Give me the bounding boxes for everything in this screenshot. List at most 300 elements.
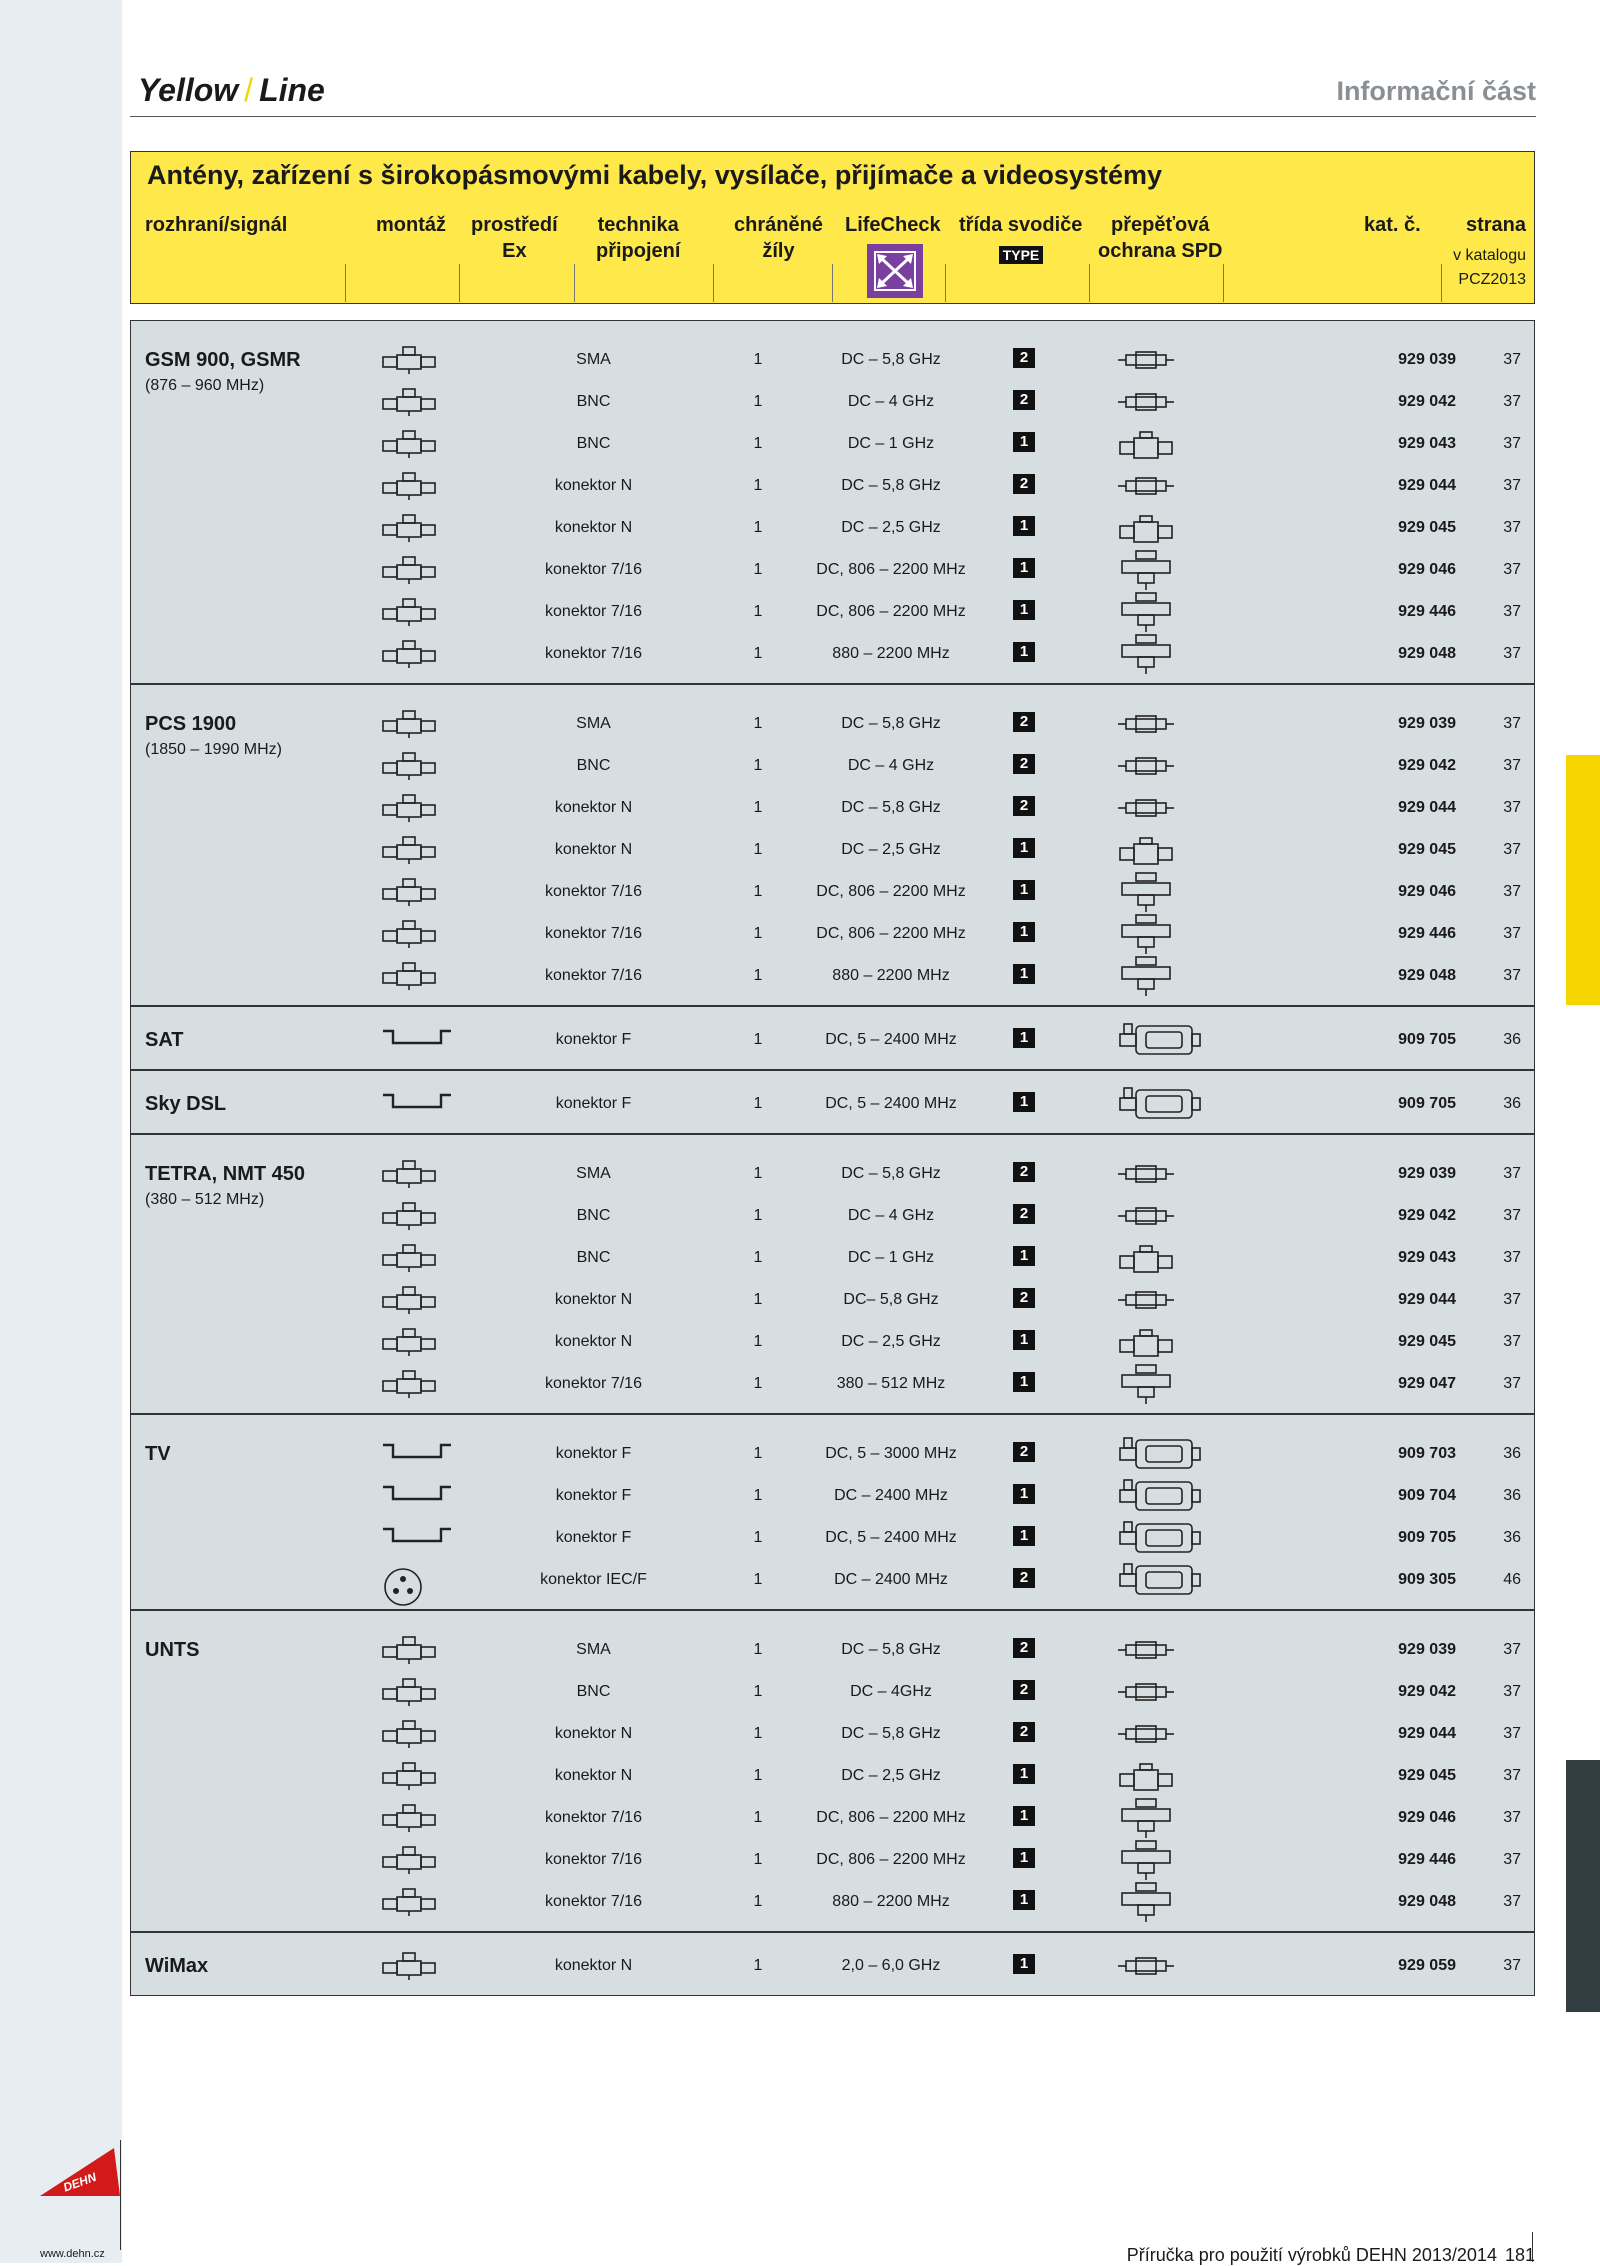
protected-wires: 1 (753, 1641, 763, 1658)
arrester-class-badge: 2 (1013, 390, 1035, 410)
catalog-page: 37 (1503, 883, 1521, 900)
mount-plug-icon (381, 703, 441, 745)
mount-plug-icon (381, 591, 441, 633)
mount-plug-icon (381, 913, 441, 955)
catalog-number: 929 044 (1398, 477, 1456, 494)
connector-type: konektor N (554, 1725, 633, 1742)
table-row (131, 703, 1534, 745)
catalog-number: 929 048 (1398, 967, 1456, 984)
mount-socket-icon (381, 1559, 441, 1601)
product-group (130, 1932, 1535, 1996)
table-row (131, 1153, 1534, 1195)
spd-medium-icon (1116, 829, 1196, 871)
col-tech: technika připojení (596, 214, 681, 262)
group-name: PCS 1900 (145, 713, 237, 735)
catalog-page: 37 (1503, 393, 1521, 410)
arrester-class-badge: 2 (1013, 1638, 1035, 1658)
type-badge: TYPE (999, 246, 1043, 264)
catalog-number: 929 047 (1398, 1375, 1456, 1392)
mount-plug-icon (381, 871, 441, 913)
side-tab-dark (1566, 1760, 1600, 2012)
connector-type: BNC (576, 393, 611, 410)
logo-url: www.dehn.cz (40, 2248, 105, 2260)
mount-rail-icon (381, 1475, 441, 1517)
table-row (131, 381, 1534, 423)
catalog-page: 37 (1503, 645, 1521, 662)
table-row (131, 1019, 1534, 1061)
table-row (131, 1363, 1534, 1405)
protected-wires: 1 (753, 1571, 763, 1588)
col-ex: prostředí Ex (471, 214, 558, 262)
connector-type: konektor N (554, 1957, 633, 1974)
catalog-page: 37 (1503, 1893, 1521, 1910)
connector-type: konektor 7/16 (545, 1893, 642, 1910)
arrester-class-badge: 1 (1013, 880, 1035, 900)
arrester-class-badge: 1 (1013, 922, 1035, 942)
catalog-page: 36 (1503, 1529, 1521, 1546)
protected-wires: 1 (753, 925, 763, 942)
frequency-range: DC, 806 – 2200 MHz (816, 925, 966, 942)
connector-type: BNC (576, 435, 611, 452)
connector-type: konektor F (555, 1529, 632, 1546)
catalog-number: 929 045 (1398, 1767, 1456, 1784)
protected-wires: 1 (753, 715, 763, 732)
connector-type: konektor 7/16 (545, 1375, 642, 1392)
product-group (130, 1414, 1535, 1610)
connector-type: konektor N (554, 799, 633, 816)
protected-wires: 1 (753, 1207, 763, 1224)
table-row (131, 507, 1534, 549)
catalog-page: 37 (1503, 1957, 1521, 1974)
frequency-range: 880 – 2200 MHz (832, 967, 950, 984)
catalog-page: 36 (1503, 1487, 1521, 1504)
table-row (131, 955, 1534, 997)
dehn-logo (40, 2140, 120, 2196)
protected-wires: 1 (753, 1445, 763, 1462)
protected-wires: 1 (753, 1683, 763, 1700)
catalog-number: 929 446 (1398, 1851, 1456, 1868)
catalog-page: 37 (1503, 477, 1521, 494)
arrester-class-badge: 1 (1013, 1330, 1035, 1350)
catalog-page: 37 (1503, 841, 1521, 858)
spd-tee-icon (1116, 1881, 1196, 1923)
table-row (131, 871, 1534, 913)
catalog-page: 37 (1503, 1333, 1521, 1350)
page-number: 181 (1504, 2245, 1535, 2265)
frequency-range: DC, 806 – 2200 MHz (816, 1809, 966, 1826)
catalog-number: 909 705 (1398, 1095, 1456, 1112)
col-kat: kat. č. (1364, 214, 1421, 236)
table-header (130, 151, 1535, 304)
catalog-page: 37 (1503, 1641, 1521, 1658)
connector-type: konektor 7/16 (545, 1851, 642, 1868)
connector-type: konektor F (555, 1031, 632, 1048)
col-page-sub: v katalogu PCZ2013 (1453, 247, 1526, 288)
arrester-class-badge: 1 (1013, 558, 1035, 578)
spd-medium-icon (1116, 1321, 1196, 1363)
catalog-number: 909 703 (1398, 1445, 1456, 1462)
catalog-number: 929 446 (1398, 925, 1456, 942)
arrester-class-badge: 1 (1013, 642, 1035, 662)
mount-plug-icon (381, 787, 441, 829)
connector-type: konektor 7/16 (545, 925, 642, 942)
footer-vertical-line (120, 2140, 121, 2250)
arrester-class-badge: 1 (1013, 1028, 1035, 1048)
arrester-class-badge: 1 (1013, 1526, 1035, 1546)
frequency-range: DC – 5,8 GHz (841, 1641, 941, 1658)
brand-part2: Line (259, 72, 325, 108)
protected-wires: 1 (753, 1725, 763, 1742)
catalog-page: 37 (1503, 561, 1521, 578)
frequency-range: DC– 5,8 GHz (843, 1291, 939, 1308)
protected-wires: 1 (753, 799, 763, 816)
catalog-page: 37 (1503, 1851, 1521, 1868)
connector-type: SMA (576, 351, 611, 368)
frequency-range: DC – 2,5 GHz (841, 519, 941, 536)
frequency-range: DC, 5 – 2400 MHz (825, 1529, 957, 1546)
frequency-range: 380 – 512 MHz (836, 1375, 946, 1392)
table-row (131, 745, 1534, 787)
catalog-number: 929 042 (1398, 393, 1456, 410)
frequency-range: DC – 2,5 GHz (841, 1767, 941, 1784)
catalog-page: 37 (1503, 519, 1521, 536)
header-divider (1223, 264, 1224, 302)
table-row (131, 1237, 1534, 1279)
catalog-number: 929 043 (1398, 435, 1456, 452)
connector-type: konektor F (555, 1445, 632, 1462)
catalog-page: 37 (1503, 1809, 1521, 1826)
spd-small-icon (1116, 1713, 1196, 1755)
table-row (131, 1839, 1534, 1881)
protected-wires: 1 (753, 1957, 763, 1974)
protected-wires: 1 (753, 1165, 763, 1182)
mount-plug-icon (381, 633, 441, 675)
group-name: GSM 900, GSMR (145, 349, 301, 371)
connector-type: konektor N (554, 519, 633, 536)
spd-small-icon (1116, 1671, 1196, 1713)
catalog-number: 929 039 (1398, 715, 1456, 732)
catalog-number: 929 046 (1398, 1809, 1456, 1826)
table-row (131, 591, 1534, 633)
col-class: třída svodiče (959, 214, 1083, 236)
group-frequency: (380 – 512 MHz) (145, 1191, 265, 1208)
table-row (131, 549, 1534, 591)
catalog-page: 37 (1503, 603, 1521, 620)
arrester-class-badge: 1 (1013, 1890, 1035, 1910)
protected-wires: 1 (753, 393, 763, 410)
protected-wires: 1 (753, 1249, 763, 1266)
protected-wires: 1 (753, 519, 763, 536)
mount-plug-icon (381, 745, 441, 787)
catalog-page: 37 (1503, 1725, 1521, 1742)
protected-wires: 1 (753, 1487, 763, 1504)
catalog-number: 929 044 (1398, 799, 1456, 816)
table-row (131, 423, 1534, 465)
mount-rail-icon (381, 1083, 441, 1125)
spd-box-icon (1116, 1475, 1196, 1517)
frequency-range: DC – 5,8 GHz (841, 1165, 941, 1182)
catalog-number: 929 446 (1398, 603, 1456, 620)
protected-wires: 1 (753, 1767, 763, 1784)
table-row (131, 1195, 1534, 1237)
group-frequency: (1850 – 1990 MHz) (145, 741, 282, 758)
group-name: WiMax (145, 1955, 209, 1977)
protected-wires: 1 (753, 883, 763, 900)
protected-wires: 1 (753, 967, 763, 984)
frequency-range: DC – 4 GHz (847, 393, 935, 410)
brand-separator: / (244, 72, 254, 108)
spd-tee-icon (1116, 591, 1196, 633)
spd-box-icon (1116, 1433, 1196, 1475)
mount-rail-icon (381, 1019, 441, 1061)
arrester-class-badge: 1 (1013, 838, 1035, 858)
col-lifecheck: LifeCheck (845, 214, 941, 236)
arrester-class-badge: 2 (1013, 754, 1035, 774)
col-wires: chráněné žíly (734, 214, 823, 262)
brand-part1: Yellow (138, 72, 239, 108)
brand-title (138, 72, 325, 109)
connector-type: BNC (576, 1207, 611, 1224)
col-page: strana (1465, 214, 1526, 236)
frequency-range: DC – 4 GHz (847, 757, 935, 774)
table-row (131, 913, 1534, 955)
frequency-range: DC – 2400 MHz (834, 1487, 948, 1504)
catalog-number: 929 048 (1398, 1893, 1456, 1910)
table-row (131, 1517, 1534, 1559)
arrester-class-badge: 1 (1013, 1372, 1035, 1392)
table-row (131, 1321, 1534, 1363)
mount-plug-icon (381, 1671, 441, 1713)
arrester-class-badge: 2 (1013, 1288, 1035, 1308)
frequency-range: DC, 5 – 2400 MHz (825, 1095, 957, 1112)
spd-small-icon (1116, 787, 1196, 829)
header-divider (945, 264, 946, 302)
catalog-number: 929 039 (1398, 351, 1456, 368)
arrester-class-badge: 1 (1013, 1954, 1035, 1974)
group-frequency: (876 – 960 MHz) (145, 377, 265, 394)
catalog-number: 929 044 (1398, 1725, 1456, 1742)
spd-box-icon (1116, 1083, 1196, 1125)
catalog-page: 37 (1503, 1207, 1521, 1224)
product-group (130, 1006, 1535, 1070)
table-title: Antény, zařízení s širokopásmovými kabely, vysílače, přijímače a videosystémy (147, 160, 1162, 190)
frequency-range: DC, 806 – 2200 MHz (816, 603, 966, 620)
spd-tee-icon (1116, 1797, 1196, 1839)
frequency-range: DC – 2400 MHz (834, 1571, 948, 1588)
connector-type: konektor F (555, 1095, 632, 1112)
table-row (131, 1433, 1534, 1475)
frequency-range: DC – 4 GHz (847, 1207, 935, 1224)
catalog-number: 909 705 (1398, 1529, 1456, 1546)
catalog-page: 37 (1503, 715, 1521, 732)
arrester-class-badge: 2 (1013, 796, 1035, 816)
section-title: Informační část (1336, 76, 1536, 106)
arrester-class-badge: 1 (1013, 432, 1035, 452)
table-row (131, 1475, 1534, 1517)
protected-wires: 1 (753, 561, 763, 578)
spd-tee-icon (1116, 1363, 1196, 1405)
catalog-number: 929 042 (1398, 757, 1456, 774)
arrester-class-badge: 1 (1013, 1246, 1035, 1266)
table-row (131, 1671, 1534, 1713)
connector-type: BNC (576, 1683, 611, 1700)
table-row (131, 633, 1534, 675)
catalog-page: 37 (1503, 435, 1521, 452)
spd-small-icon (1116, 1629, 1196, 1671)
frequency-range: DC – 5,8 GHz (841, 351, 941, 368)
mount-plug-icon (381, 465, 441, 507)
header-divider (459, 264, 460, 302)
spd-tee-icon (1116, 1839, 1196, 1881)
arrester-class-badge: 2 (1013, 474, 1035, 494)
catalog-page: 37 (1503, 1249, 1521, 1266)
frequency-range: DC, 806 – 2200 MHz (816, 1851, 966, 1868)
spd-medium-icon (1116, 507, 1196, 549)
mount-plug-icon (381, 549, 441, 591)
arrester-class-badge: 1 (1013, 1848, 1035, 1868)
spd-medium-icon (1116, 423, 1196, 465)
connector-type: konektor N (554, 1333, 633, 1350)
mount-plug-icon (381, 1945, 441, 1987)
table-row (131, 829, 1534, 871)
frequency-range: DC – 4GHz (850, 1683, 932, 1700)
product-group (130, 1610, 1535, 1932)
frequency-range: 880 – 2200 MHz (832, 645, 950, 662)
mount-plug-icon (381, 1237, 441, 1279)
arrester-class-badge: 1 (1013, 600, 1035, 620)
connector-type: konektor N (554, 1291, 633, 1308)
frequency-range: DC – 1 GHz (847, 435, 935, 452)
svg-text:DEHN: DEHN (61, 2169, 99, 2195)
spd-box-icon (1116, 1019, 1196, 1061)
product-group (130, 684, 1535, 1006)
mount-plug-icon (381, 1153, 441, 1195)
connector-type: SMA (576, 1641, 611, 1658)
connector-type: konektor 7/16 (545, 1809, 642, 1826)
col-spd: přepěťová ochrana SPD (1098, 214, 1223, 262)
protected-wires: 1 (753, 1529, 763, 1546)
header-divider (345, 264, 346, 302)
catalog-number: 909 705 (1398, 1031, 1456, 1048)
group-name: SAT (145, 1029, 184, 1051)
catalog-number: 929 045 (1398, 519, 1456, 536)
catalog-number: 929 046 (1398, 561, 1456, 578)
table-row (131, 1713, 1534, 1755)
catalog-number: 929 044 (1398, 1291, 1456, 1308)
connector-type: konektor N (554, 1767, 633, 1784)
spd-small-icon (1116, 1153, 1196, 1195)
spd-small-icon (1116, 1279, 1196, 1321)
mount-plug-icon (381, 1279, 441, 1321)
table-row (131, 465, 1534, 507)
protected-wires: 1 (753, 1851, 763, 1868)
side-tab-yellow (1566, 755, 1600, 1005)
mount-rail-icon (381, 1433, 441, 1475)
protected-wires: 1 (753, 1333, 763, 1350)
arrester-class-badge: 2 (1013, 1442, 1035, 1462)
catalog-page: 36 (1503, 1031, 1521, 1048)
spd-tee-icon (1116, 633, 1196, 675)
arrester-class-badge: 1 (1013, 1484, 1035, 1504)
catalog-number: 929 045 (1398, 1333, 1456, 1350)
table-row (131, 1755, 1534, 1797)
arrester-class-badge: 1 (1013, 964, 1035, 984)
catalog-number: 929 039 (1398, 1165, 1456, 1182)
mount-plug-icon (381, 955, 441, 997)
catalog-number: 909 305 (1398, 1571, 1456, 1588)
spd-small-icon (1116, 703, 1196, 745)
mount-rail-icon (381, 1517, 441, 1559)
header-divider (713, 264, 714, 302)
product-group (130, 1070, 1535, 1134)
catalog-number: 929 042 (1398, 1207, 1456, 1224)
arrester-class-badge: 1 (1013, 516, 1035, 536)
lifecheck-icon (867, 244, 923, 298)
arrester-class-badge: 2 (1013, 1722, 1035, 1742)
product-group (130, 320, 1535, 684)
mount-plug-icon (381, 423, 441, 465)
header-divider (832, 264, 833, 302)
mount-plug-icon (381, 1839, 441, 1881)
catalog-page: 46 (1503, 1571, 1521, 1588)
mount-plug-icon (381, 507, 441, 549)
catalog-page: 37 (1503, 757, 1521, 774)
connector-type: konektor N (554, 477, 633, 494)
table-row (131, 1797, 1534, 1839)
arrester-class-badge: 2 (1013, 1162, 1035, 1182)
catalog-page: 37 (1503, 1767, 1521, 1784)
catalog-number: 929 059 (1398, 1957, 1456, 1974)
spd-tee-icon (1116, 955, 1196, 997)
header-divider (1089, 264, 1090, 302)
header-divider (574, 264, 575, 302)
mount-plug-icon (381, 1881, 441, 1923)
frequency-range: DC – 2,5 GHz (841, 1333, 941, 1350)
catalog-number: 909 704 (1398, 1487, 1456, 1504)
mount-plug-icon (381, 1797, 441, 1839)
frequency-range: DC – 2,5 GHz (841, 841, 941, 858)
catalog-page: 37 (1503, 799, 1521, 816)
connector-type: konektor F (555, 1487, 632, 1504)
table-row (131, 1559, 1534, 1601)
mount-plug-icon (381, 339, 441, 381)
protected-wires: 1 (753, 645, 763, 662)
footer-text: Příručka pro použití výrobků DEHN 2013/2014 (1126, 2245, 1497, 2265)
connector-type: konektor 7/16 (545, 967, 642, 984)
arrester-class-badge: 2 (1013, 1680, 1035, 1700)
table-row (131, 1083, 1534, 1125)
mount-plug-icon (381, 1363, 441, 1405)
connector-type: konektor 7/16 (545, 645, 642, 662)
catalog-page: 37 (1503, 925, 1521, 942)
catalog-page: 37 (1503, 351, 1521, 368)
spd-small-icon (1116, 1195, 1196, 1237)
spd-tee-icon (1116, 549, 1196, 591)
spd-small-icon (1116, 1945, 1196, 1987)
frequency-range: DC – 5,8 GHz (841, 715, 941, 732)
protected-wires: 1 (753, 757, 763, 774)
catalog-number: 929 045 (1398, 841, 1456, 858)
mount-plug-icon (381, 1713, 441, 1755)
catalog-page: 37 (1503, 1375, 1521, 1392)
spd-small-icon (1116, 381, 1196, 423)
protected-wires: 1 (753, 1375, 763, 1392)
catalog-number: 929 039 (1398, 1641, 1456, 1658)
catalog-number: 929 046 (1398, 883, 1456, 900)
col-interface: rozhraní/signál (145, 214, 288, 236)
spd-small-icon (1116, 465, 1196, 507)
connector-type: BNC (576, 757, 611, 774)
